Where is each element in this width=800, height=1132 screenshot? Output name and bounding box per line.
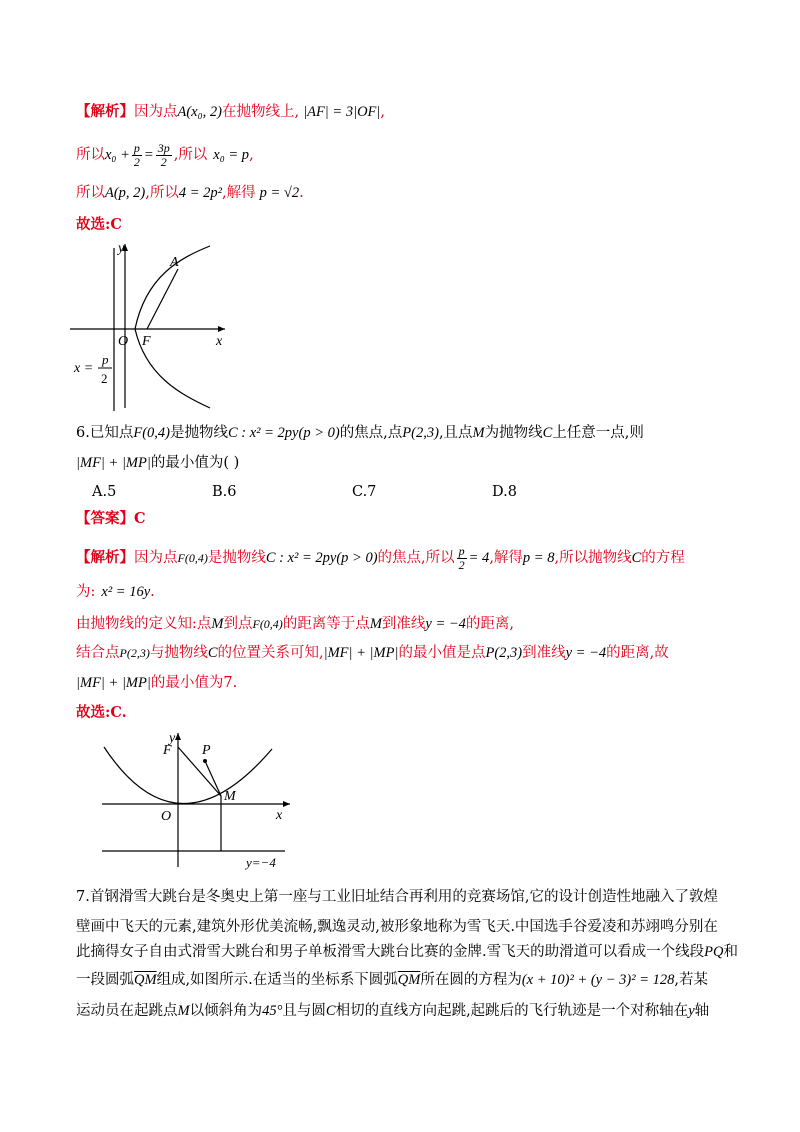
math: 45° <box>262 1003 283 1019</box>
math: = 4 <box>468 550 490 566</box>
text: 已知点 <box>89 425 134 441</box>
frac-num: 3p <box>157 140 170 155</box>
text: 上任意一点,则 <box>552 425 644 441</box>
text: 的焦点,点 <box>339 425 403 441</box>
math: C : x² = 2py(p > 0) <box>265 550 378 566</box>
text: 因为点 <box>134 550 178 566</box>
text: 的距离,故 <box>606 645 669 661</box>
text: ,若某 <box>674 972 708 988</box>
math: A(p, 2) <box>105 185 146 201</box>
label-o: O <box>161 809 172 824</box>
text: 是抛物线 <box>169 425 228 441</box>
text: 结合点 <box>76 645 120 661</box>
parabola-curve <box>135 246 210 408</box>
text: 为抛物线 <box>484 425 543 441</box>
text: 由抛物线的定义知:点 <box>76 616 212 632</box>
q6-answer: 【答案】C <box>76 510 146 527</box>
math: x² = 16y <box>101 584 151 600</box>
math: P(2,3) <box>485 645 523 661</box>
text: 所以 <box>76 147 105 163</box>
q7-line1: 7.首钢滑雪大跳台是冬奥史上第一座与工业旧址结合再利用的竞赛场馆,它的设计创造性地融入了敦煌 <box>76 889 718 905</box>
frac-den: 2 <box>160 154 167 169</box>
frac-den: 2 <box>133 154 140 169</box>
frac-num: p <box>458 543 465 558</box>
label-x: x <box>276 808 283 823</box>
text: 与抛物线 <box>149 645 208 661</box>
y-axis-arrow-icon <box>175 733 181 740</box>
text: 的距离, <box>465 616 515 632</box>
text: 到点 <box>223 616 253 632</box>
text: 运动员在起跳点 <box>76 1003 178 1019</box>
math: P(2,3) <box>119 646 150 660</box>
math: |MF| + |MP| <box>76 455 151 471</box>
q7-line4 <box>76 965 708 995</box>
label-f: F <box>142 334 151 349</box>
fraction <box>156 142 172 169</box>
text: 一段圆弧 <box>76 972 134 988</box>
option-b[interactable]: B.6 <box>212 484 237 500</box>
math: p = 8 <box>522 550 555 566</box>
label-y: y <box>169 731 176 746</box>
math-point-a: A(x₀, 2) <box>177 104 222 120</box>
text: ,且点 <box>438 425 473 441</box>
q6-line1 <box>76 423 644 443</box>
math: (x + 10)² + (y − 3)² = 128 <box>521 972 675 988</box>
q7-line5 <box>76 996 709 1026</box>
math: y <box>688 1003 695 1019</box>
point-p <box>203 759 207 763</box>
text: 的最小值是点 <box>398 645 486 661</box>
q7-line2: 壁画中飞天的元素,建筑外形优美流畅,飘逸灵动,被形象地称为雪飞天.中国选手谷爱凌和苏翊鸣分别在 <box>76 919 718 935</box>
fraction <box>457 545 467 572</box>
label-m: M <box>224 789 236 804</box>
label-p: P <box>202 743 211 758</box>
text: ,所以抛物线 <box>554 550 632 566</box>
sol6-line4 <box>76 643 669 663</box>
math: F(0,4) <box>177 551 208 565</box>
text: ,解得 <box>222 185 256 201</box>
text: 到准线 <box>522 645 566 661</box>
directrix-num: p <box>102 352 109 367</box>
text: 和 <box>723 944 738 960</box>
text: 且与圆 <box>282 1003 326 1019</box>
question-number: 6. <box>76 425 90 441</box>
label-a: A <box>170 255 179 270</box>
math-arc: $\overline{QM}$ <box>397 972 421 988</box>
frac-num: p <box>133 140 140 155</box>
sol5-line1 <box>76 102 385 122</box>
text: 所以 <box>76 185 105 201</box>
math: M <box>177 1003 190 1019</box>
analysis-tag: 【解析】 <box>76 549 134 566</box>
sol6-choose: 故选:C. <box>76 704 127 721</box>
option-a[interactable]: A.5 <box>92 484 117 500</box>
option-d[interactable]: D.8 <box>492 484 517 500</box>
math: M <box>472 425 485 441</box>
label-directrix: y=−4 <box>246 855 276 870</box>
math: P(2,3) <box>402 425 439 441</box>
text: 为: <box>76 584 96 600</box>
q7-line3 <box>76 937 738 967</box>
label-y: y <box>118 241 125 256</box>
text: ,解得 <box>489 550 523 566</box>
math: |MF| + |MP| <box>76 675 151 691</box>
text: . <box>150 584 155 600</box>
math: |MF| + |MP| <box>323 645 399 661</box>
segment-af <box>147 269 178 329</box>
text: 到准线 <box>381 616 426 632</box>
directrix-den: 2 <box>101 371 108 386</box>
x-axis-arrow-icon <box>218 326 225 332</box>
math: F(0,4) <box>133 425 170 441</box>
option-c[interactable]: C.7 <box>352 484 377 500</box>
sol5-line3 <box>76 183 304 203</box>
sol5-line2 <box>76 141 254 169</box>
math: = <box>143 147 154 163</box>
text: . <box>299 185 304 201</box>
math: x₀ + <box>105 147 130 163</box>
math: C <box>631 550 642 566</box>
math: y = −4 <box>565 645 607 661</box>
sol5-choose: 故选:C <box>76 216 122 233</box>
text: 的位置关系可知, <box>217 645 324 661</box>
math: F(0,4) <box>252 617 283 631</box>
analysis-tag: 【解析】 <box>76 103 134 120</box>
label-x: x <box>216 334 223 349</box>
text: 相切的直线方向起跳,起跳后的飞行轨迹是一个对称轴在 <box>335 1003 689 1019</box>
text: 组成,如图所示.在适当的坐标系下圆弧 <box>156 972 398 988</box>
math: C <box>542 425 553 441</box>
x-axis-arrow-icon <box>283 801 290 807</box>
sol6-line3 <box>76 614 514 634</box>
math: M <box>211 616 224 632</box>
sol6-line2 <box>76 582 155 602</box>
segment-fm <box>178 747 221 796</box>
math-eq: |AF| = 3|OF| <box>303 104 381 120</box>
math: x₀ = p <box>213 147 250 163</box>
math: M <box>369 616 382 632</box>
label-o: O <box>118 334 129 349</box>
parabola-figure-1 <box>60 236 260 416</box>
sol6-line1 <box>76 544 685 572</box>
text: 轴 <box>694 1003 710 1019</box>
text: 的最小值为( ) <box>150 455 240 471</box>
text: 在抛物线上, <box>222 104 300 120</box>
text: 的焦点,所以 <box>377 550 455 566</box>
directrix-lhs: x = <box>74 361 94 376</box>
math: C <box>207 645 218 661</box>
math: PQ <box>704 944 724 960</box>
math: p = √2 <box>259 185 300 201</box>
segment-pm <box>205 761 221 796</box>
q6-line2 <box>76 453 239 473</box>
text: 所在圆的方程为 <box>420 972 522 988</box>
text: 的方程 <box>641 550 685 566</box>
fraction <box>132 142 142 169</box>
text: ,所以 <box>145 185 179 201</box>
text: 的距离等于点 <box>282 616 370 632</box>
math: C <box>325 1003 336 1019</box>
sol6-line5 <box>76 673 237 693</box>
text: 此摘得女子自由式滑雪大跳台和男子单板滑雪大跳台比赛的金牌.雪飞天的助滑道可以看成一个线段 <box>76 944 705 960</box>
math-arc: $\overline{QM}$ <box>134 972 157 988</box>
frac-den: 2 <box>458 557 465 572</box>
text: 因为点 <box>134 104 178 120</box>
text: 以倾斜角为 <box>189 1003 263 1019</box>
parabola-figure-2 <box>70 727 300 872</box>
text: , <box>249 147 254 163</box>
text: , <box>380 104 385 120</box>
math: 4 = 2p² <box>178 185 223 201</box>
parabola-curve <box>104 747 272 804</box>
math: y = −4 <box>425 616 466 632</box>
text: 的最小值为7. <box>150 675 238 691</box>
text: 是抛物线 <box>207 550 266 566</box>
text: ,所以 <box>173 147 208 163</box>
math: C : x² = 2py(p > 0) <box>227 425 340 441</box>
label-f: F <box>163 743 172 758</box>
